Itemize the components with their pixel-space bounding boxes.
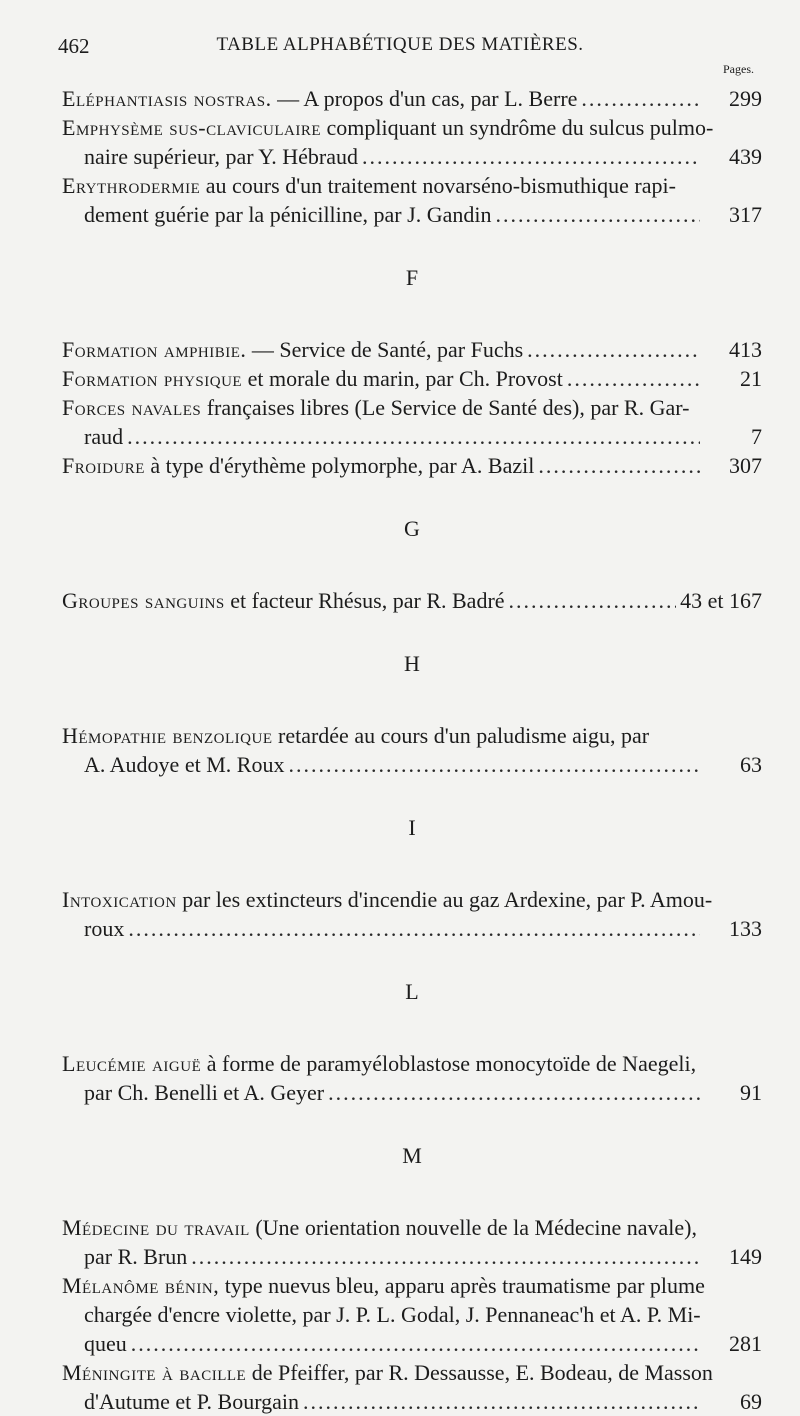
entry-line xyxy=(62,335,762,364)
entry-line xyxy=(62,1242,762,1271)
dot-leader xyxy=(581,84,700,113)
index-entry xyxy=(62,1049,762,1107)
entry-line xyxy=(62,451,762,480)
entry-text: — A propos d'un cas, par L. Berre xyxy=(271,86,578,111)
entry-line xyxy=(62,586,762,615)
dot-leader xyxy=(495,200,700,229)
entry-line xyxy=(62,1049,762,1078)
entry-text: dement guérie par la pénicilline, par J. Gandin xyxy=(84,202,492,227)
entry-line xyxy=(62,364,762,393)
dot-leader xyxy=(527,335,700,364)
dot-leader xyxy=(191,1242,700,1271)
entry-subject: Erythrodermie xyxy=(62,173,201,198)
entry-text: roux xyxy=(84,916,125,941)
page-reference: 307 xyxy=(729,453,762,478)
dot-leader xyxy=(362,142,700,171)
entry-line xyxy=(62,393,762,422)
entry-text: à type d'érythème polymorphe, par A. Bazil xyxy=(144,453,535,478)
dot-leader xyxy=(288,750,700,779)
entry-text: retardée au cours d'un paludisme aigu, par xyxy=(272,723,650,748)
page-reference: 439 xyxy=(729,144,762,169)
entry-subject: Hémopathie benzolique xyxy=(62,723,273,748)
page-reference: 133 xyxy=(729,916,762,941)
entry-line xyxy=(62,750,762,779)
page-reference: 21 xyxy=(740,366,762,391)
entry-text: compliquant un syndrôme du sulcus pulmo- xyxy=(321,115,714,140)
entry-line xyxy=(62,1387,762,1416)
entry-line xyxy=(62,914,762,943)
section-letter: L xyxy=(405,979,419,1004)
dot-leader xyxy=(127,422,700,451)
section-letter: G xyxy=(404,516,420,541)
entry-subject: Froidure xyxy=(62,453,145,478)
page-reference: 63 xyxy=(740,752,762,777)
entry-text: et facteur Rhésus, par R. Badré xyxy=(224,588,505,613)
entry-subject: Intoxication xyxy=(62,887,177,912)
entry-text: type nuevus bleu, apparu après traumatisme par plume xyxy=(219,1273,705,1298)
page-reference: 413 xyxy=(729,337,762,362)
section-letter: M xyxy=(402,1143,422,1168)
entry-text: d'Autume et P. Bourgain xyxy=(84,1389,299,1414)
entry-text: par Ch. Benelli et A. Geyer xyxy=(84,1080,325,1105)
entry-text: (Une orientation nouvelle de la Médecine navale), xyxy=(249,1215,697,1240)
page-reference: 317 xyxy=(729,202,762,227)
entry-text: naire supérieur, par Y. Hébraud xyxy=(84,144,359,169)
section-letter: F xyxy=(405,265,419,290)
index-entry xyxy=(62,451,762,480)
entry-text: de Pfeiffer, par R. Dessausse, E. Bodeau, de Masson xyxy=(246,1360,713,1385)
index-entry xyxy=(62,113,762,171)
entry-text: — Service de Santé, par Fuchs xyxy=(246,337,524,362)
entry-line xyxy=(62,1358,762,1387)
index-entry xyxy=(62,1213,762,1271)
entry-subject: Leucémie aiguë xyxy=(62,1051,202,1076)
entry-line xyxy=(62,142,762,171)
entry-subject: Mélanôme bénin, xyxy=(62,1273,220,1298)
page-reference: 299 xyxy=(729,86,762,111)
entry-line xyxy=(62,721,762,750)
entry-line xyxy=(62,84,762,113)
entry-text: au cours d'un traitement novarséno-bismuthique rapi- xyxy=(200,173,676,198)
index-entry xyxy=(62,1271,762,1358)
entry-line xyxy=(62,1300,762,1329)
index-entry xyxy=(62,586,762,615)
dot-leader xyxy=(567,364,700,393)
index-entry xyxy=(62,84,762,113)
entry-text: A. Audoye et M. Roux xyxy=(84,752,285,777)
page-reference: 281 xyxy=(729,1331,762,1356)
section-letter: I xyxy=(408,815,416,840)
entry-subject: Formation physique xyxy=(62,366,243,391)
entry-text: par les extincteurs d'incendie au gaz Ardexine, par P. Amou- xyxy=(176,887,713,912)
entry-line xyxy=(62,171,762,200)
index-entry xyxy=(62,171,762,229)
running-title: TABLE ALPHABÉTIQUE DES MATIÈRES. xyxy=(216,34,584,55)
entry-text: chargée d'encre violette, par J. P. L. Godal, J. Pennaneac'h et A. P. Mi- xyxy=(84,1302,701,1327)
entry-line xyxy=(62,1329,762,1358)
dot-leader xyxy=(128,914,700,943)
entry-subject: Médecine du travail xyxy=(62,1215,250,1240)
entry-line xyxy=(62,885,762,914)
entry-subject: Eléphantiasis nostras. xyxy=(62,86,272,111)
entry-line xyxy=(62,1271,762,1300)
index-entry xyxy=(62,364,762,393)
index-entry xyxy=(62,721,762,779)
page-reference: 149 xyxy=(729,1244,762,1269)
index-entry xyxy=(62,1358,762,1416)
entry-text: queu xyxy=(84,1331,127,1356)
entry-subject: Formation amphibie. xyxy=(62,337,247,362)
dot-leader xyxy=(328,1078,700,1107)
entry-text: par R. Brun xyxy=(84,1244,188,1269)
entry-subject: Emphysème sus-claviculaire xyxy=(62,115,322,140)
entry-subject: Groupes sanguins xyxy=(62,588,225,613)
page-reference: 69 xyxy=(740,1389,762,1414)
entry-text: françaises libres (Le Service de Santé des), par R. Gar- xyxy=(201,395,690,420)
page-reference: 7 xyxy=(751,424,762,449)
index-entry xyxy=(62,885,762,943)
page-reference: 91 xyxy=(740,1080,762,1105)
entry-text: à forme de paramyéloblastose monocytoïde de Naegeli, xyxy=(201,1051,697,1076)
page-number: 462 xyxy=(58,34,90,58)
index-entry xyxy=(62,393,762,451)
pages-column-label: Pages. xyxy=(723,62,754,76)
entry-text: et morale du marin, par Ch. Provost xyxy=(242,366,563,391)
dot-leader xyxy=(509,586,677,615)
entry-subject: Méningite à bacille xyxy=(62,1360,247,1385)
entry-subject: Forces navales xyxy=(62,395,202,420)
dot-leader xyxy=(131,1329,700,1358)
entry-line xyxy=(62,1213,762,1242)
page-reference: 43 et 167 xyxy=(680,588,762,613)
entry-line xyxy=(62,422,762,451)
index-entries xyxy=(62,84,762,1416)
entry-line xyxy=(62,1078,762,1107)
dot-leader xyxy=(303,1387,700,1416)
dot-leader xyxy=(538,451,700,480)
entry-line xyxy=(62,200,762,229)
section-letter: H xyxy=(404,651,420,676)
entry-text: raud xyxy=(84,424,124,449)
page-header xyxy=(58,34,742,64)
index-entry xyxy=(62,335,762,364)
entry-line xyxy=(62,113,762,142)
